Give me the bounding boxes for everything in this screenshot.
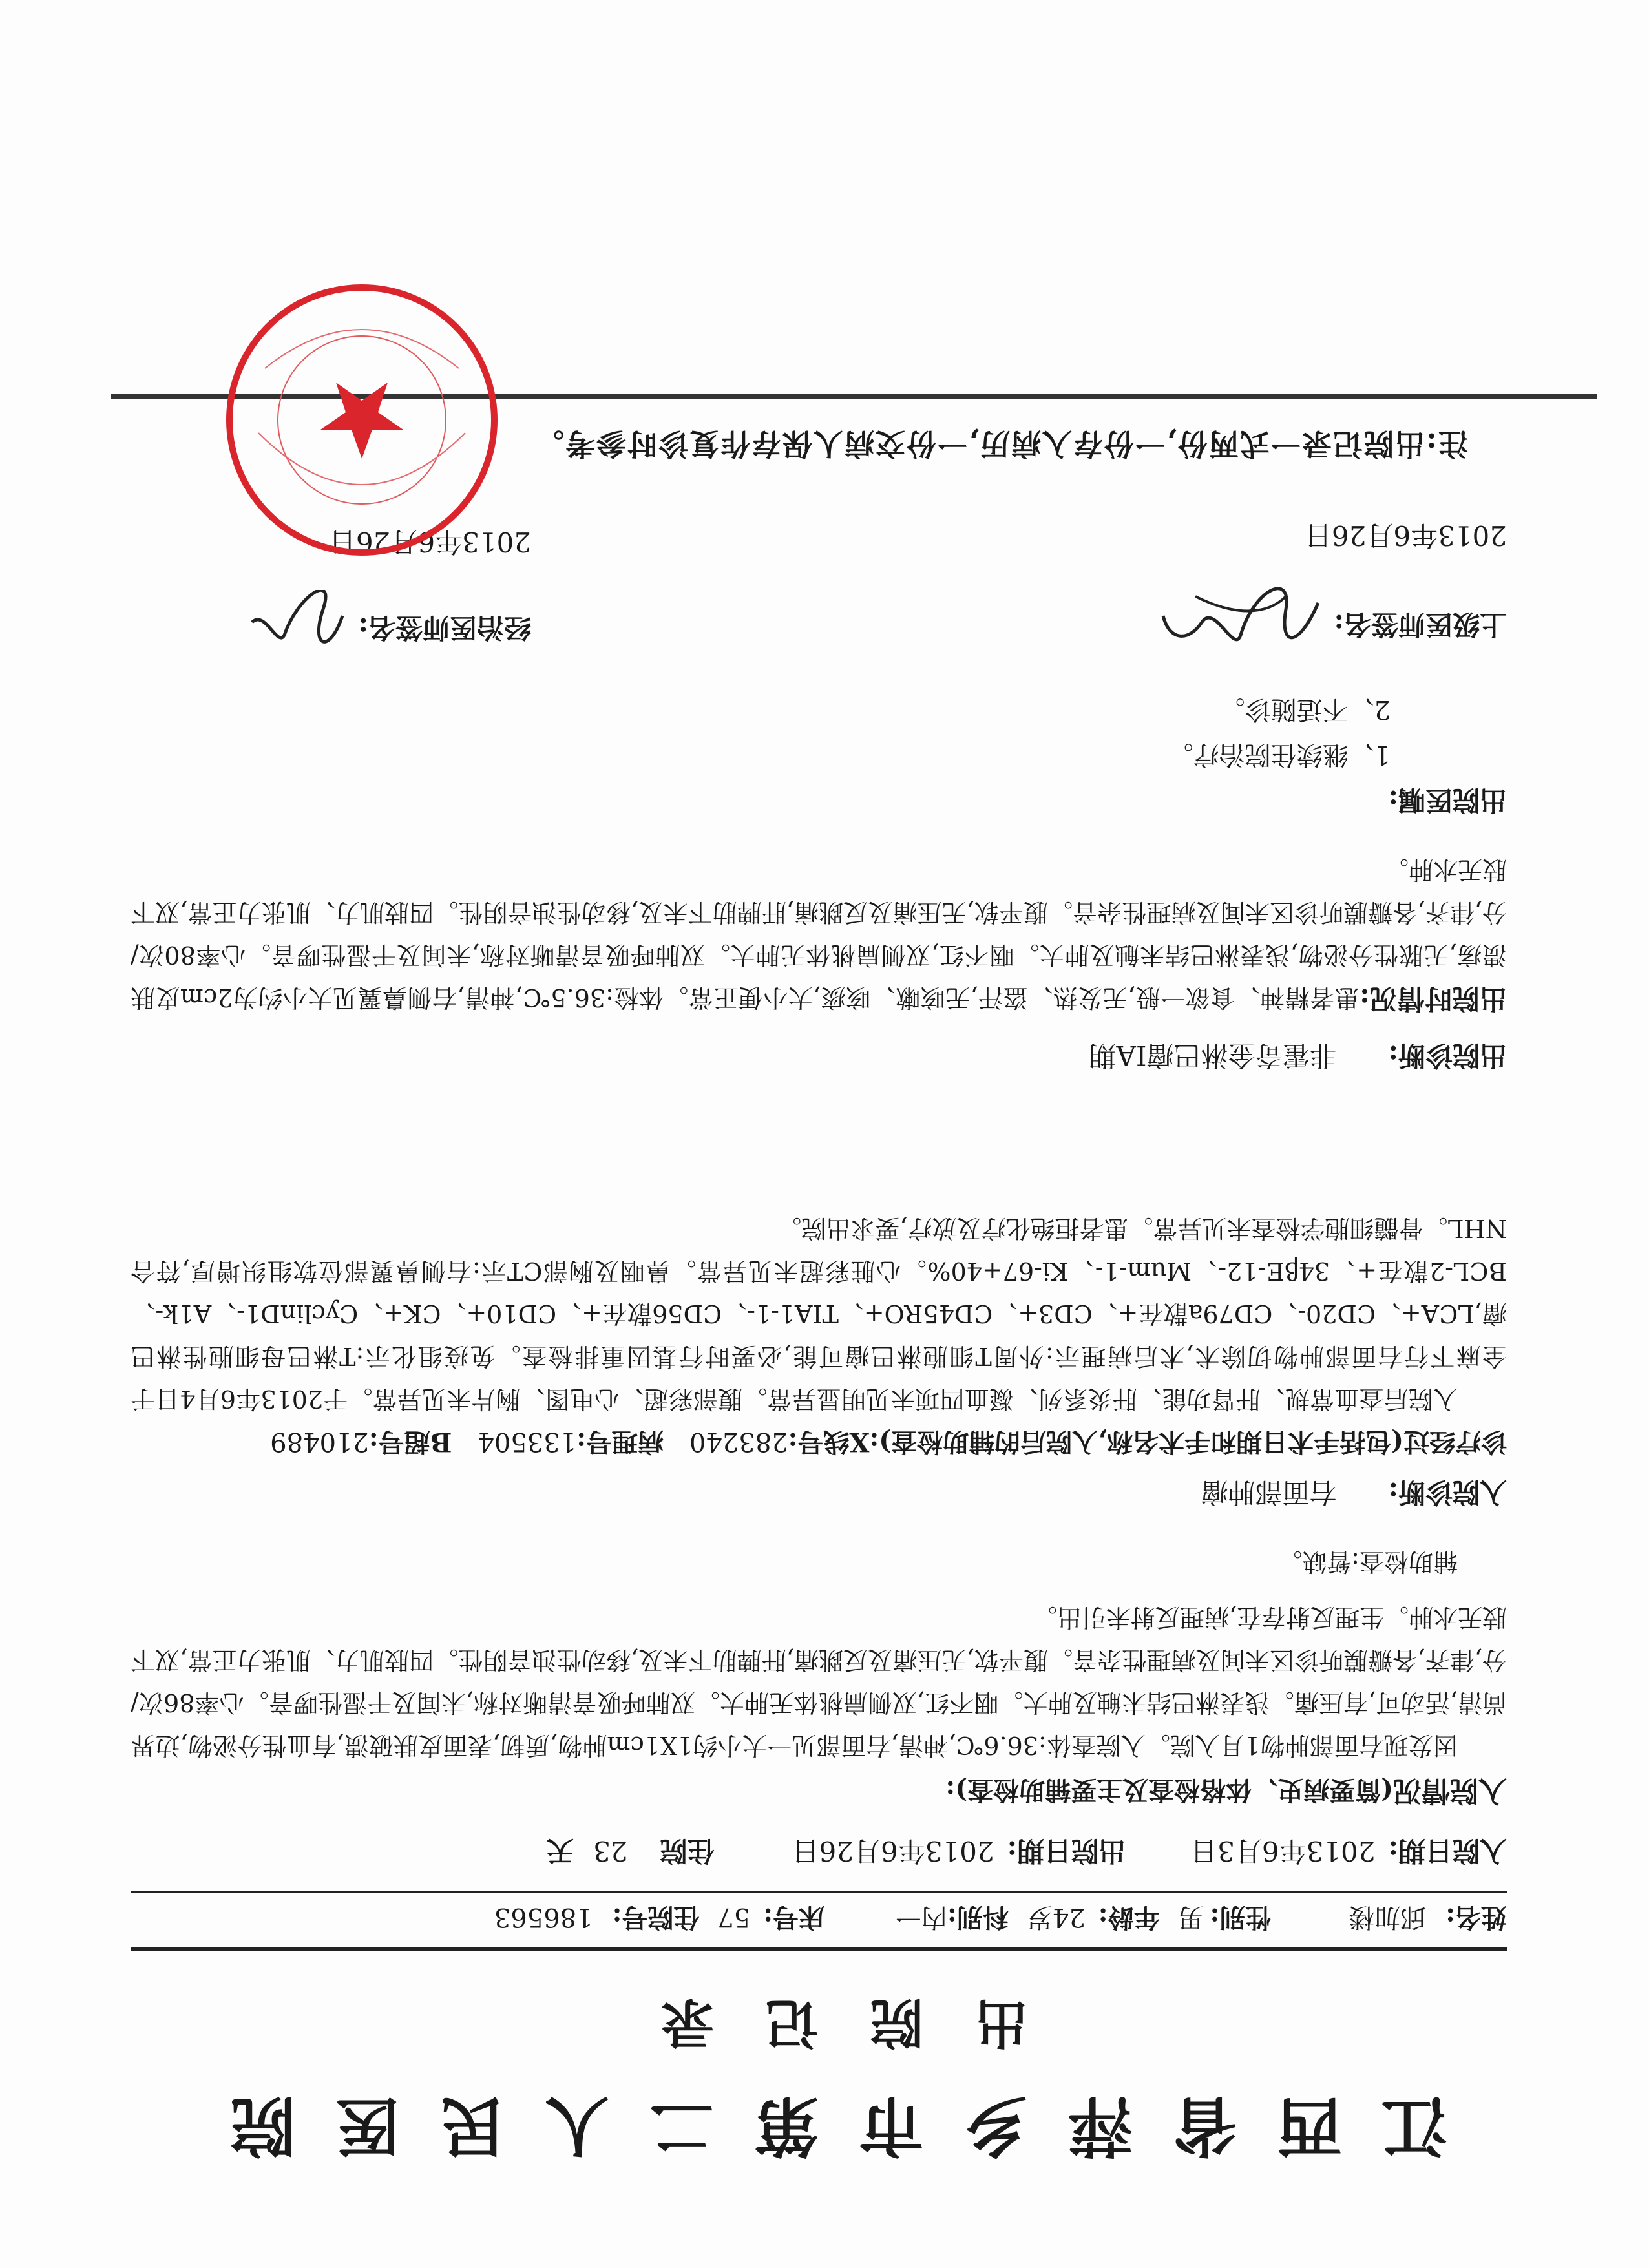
discharge-diagnosis-label: 出院诊断: [1388,1040,1507,1071]
dept-label: 科别: [947,1902,1009,1933]
resident-signature-label [131,590,531,661]
bscan-label: B超号: [368,1427,452,1457]
discharge-condition-title: 出院时情况: [1360,983,1507,1014]
document-title: 出院记录 [609,1991,1029,2053]
admission-condition-subtitle: (简要病史、体格检查及主要辅助检查): [945,1775,1393,1805]
admission-no-label: 住院号: [612,1902,700,1933]
admission-condition-text: 因发现右面部肿物1月入院。入院查体:36.6℃,神清,右面部见一大小约1X1cm肿物,质韧,表面皮肤破溃,有血性分泌物,边界尚清,活动可,有压痛。浅表淋巴结未触及肿大。咽不红,双侧扁桃体无肿大。双肺呼吸音清晰对称,未闻及干湿性啰音。心率86次/分,律齐,各瓣膜听诊区未闻及病理性杂音。腹平软,无压痛及反跳痛,肝脾肋下未及,移动性浊音阴性。四肢肌力、肌张力正常,双下肢无水肿。生理反射存在,病理反射未引出。 [131,1603,1507,1759]
patient-age: 24岁 [1026,1902,1086,1932]
resident-signature-date: 2013年6月26日 [328,526,531,558]
senior-signature-block [990,512,1507,661]
footnote: 注:出院记录一式两份,一份存入病历,一份交病人保存作复诊时参考。 [532,426,1468,461]
discharge-diagnosis-row [131,1033,1507,1078]
pathology-label: 病理号: [576,1427,664,1457]
sex-label: 性别: [1210,1902,1272,1933]
admission-diagnosis-value: 右面部肿瘤 [1201,1476,1337,1508]
senior-signature-label-text: 上级医师签名: [1334,609,1507,640]
admission-diagnosis-row [131,1469,1507,1515]
bed-label: 床号: [763,1902,825,1933]
admission-diagnosis-label: 入院诊断: [1388,1476,1507,1508]
stay-unit: 天 [547,1835,574,1867]
resident-signature-mark [246,590,349,661]
senior-signature-label [990,583,1507,661]
age-label: 年龄: [1098,1902,1160,1933]
treatment-title: 诊疗经过(包括手术日期和手术名称,入院后的辅助检查): [869,1427,1507,1457]
treatment-text: 入院后查血常规、肝肾功能、肝炎系列、凝血四项未见明显异常。腹部彩超、心电图、胸片未见异常。于2013年6月4日于全麻下行右面部肿物切除术,术后病理示:外周T细胞淋巴瘤可能,必要时行基因重排检查。免疫组化示:T淋巴母细胞性淋巴瘤,LCA+、CD20-、CD79a散在+、CD3+、CD45RO+、TIA1-1-、CD56散在+、CD10+、CK+、CyclinD1-、A1k-、BCL-2散在+、34βE-12-、Mum-1-、Ki-67+40%。心脏彩超未见异常。鼻咽及胸部CT示:右侧鼻翼部位软组织增厚,符合NHL。骨髓细胞学检查未见异常。患者拒绝化疗及放疗,要求出院。 [131,1214,1507,1413]
document-content [131,394,1507,2178]
header-rule-thick [131,1947,1507,1951]
patient-name: 邱加楼 [1349,1902,1427,1932]
pathology-no: 133504 [478,1427,577,1456]
hospital-name: 江西省萍乡市第二人民医院 [191,2088,1447,2164]
discharge-diagnosis-value: 非霍奇金淋巴瘤IA期 [1089,1040,1337,1071]
discharge-date: 2013年6月26日 [792,1835,994,1867]
admission-condition-title [131,1767,1507,1814]
bscan-no: 210489 [270,1427,369,1456]
admission-condition-heading: 入院情况 [1393,1774,1507,1807]
patient-info-row [131,1896,1507,1938]
xray-no: 283240 [689,1427,788,1456]
discharge-orders-label: 出院医嘱: [1388,784,1507,816]
discharge-order-item: 2、不适随诊。 [1219,695,1391,724]
admit-date-label: 入院日期: [1388,1835,1507,1867]
senior-signature-mark [1157,583,1325,661]
senior-signature-date: 2013年6月26日 [1304,520,1507,551]
xray-label: X线号: [788,1427,870,1457]
treatment-header-row [131,1420,1507,1463]
admit-date: 2013年6月3日 [1190,1835,1376,1867]
discharge-order-item: 1、继续住院治疗。 [1167,740,1391,770]
name-label: 姓名: [1445,1902,1507,1933]
stay-label: 住院 [660,1835,715,1867]
hospital-seal-stamp [220,278,504,562]
dates-row [131,1828,1507,1873]
discharge-orders-list [131,687,1391,777]
patient-sex: 男 [1177,1902,1204,1932]
stay-days: 23 [593,1835,628,1867]
resident-signature-label-text: 经治医师签名: [358,612,531,644]
patient-dept: 内一 [896,1902,948,1932]
header-rule-thin [131,1891,1507,1893]
discharge-orders-row [131,777,1507,823]
discharge-condition-text: 患者精神、食欲一般,无发热、盗汗,无咳嗽、咳痰,大小便正常。体检:36.5℃,神清,右侧鼻翼见大小约为2cm皮肤溃疡,无脓性分泌物,浅表淋巴结未触及肿大。咽不红,双侧扁桃体无肿大。双肺呼吸音清晰对称,未闻及干湿性啰音。心率80次/分,律齐,各瓣膜听诊区未闻及病理性杂音。腹平软,无压痛及反跳痛,肝脾肋下未及,移动性浊音阴性。四肢肌力、肌张力正常,双下肢无水肿。 [131,856,1507,1012]
spacer [131,1515,1507,1540]
admission-no: 186563 [494,1902,593,1932]
spacer [131,1078,1507,1207]
admission-aux-exam: 辅助检查:暂缺。 [1277,1548,1458,1576]
patient-bed: 57 [717,1902,751,1932]
discharge-date-label: 出院日期: [1007,1835,1126,1867]
discharge-condition-block [131,848,1507,1020]
